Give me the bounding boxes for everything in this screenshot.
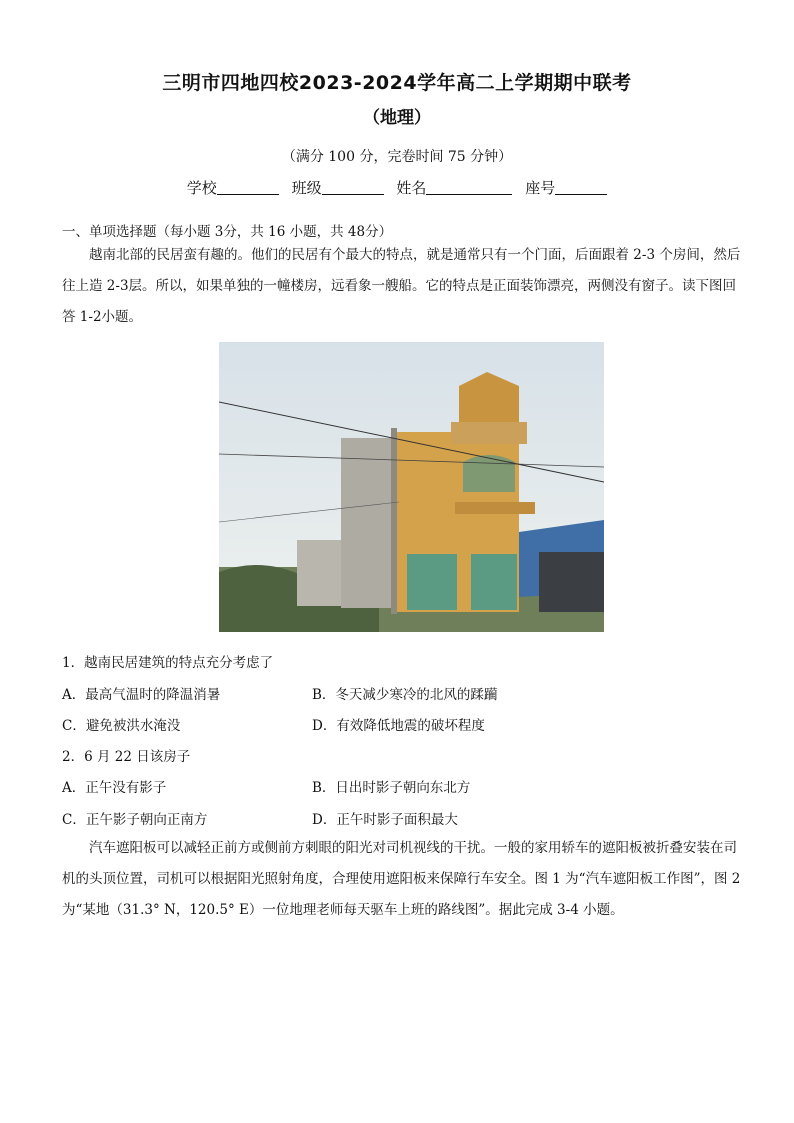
field-seat-label: 座号 [525, 179, 556, 197]
passage-2: 汽车遮阳板可以减轻正前方或侧前方刺眼的阳光对司机视线的干扰。一般的家用轿车的遮阳板被折叠安装在司机的头顶位置，司机可以根据阳光照射角度，合理使用遮阳板来保障行车安全。图 1 为“汽车遮阳板工作图”，图 2 为“某地（31.3° N，120.5° E）一位地理老师每天驱车上班的路线图”。据此完成 3-4 小题。 [62, 840, 741, 918]
middle-balcony [455, 502, 535, 514]
q1-option-a[interactable]: A．最高气温时的降温消暑 [62, 687, 221, 703]
shop-door-left [407, 554, 457, 610]
field-school-label: 学校 [186, 179, 217, 197]
field-school [187, 177, 279, 198]
field-class-blank[interactable] [322, 180, 384, 195]
field-name-label: 姓名 [396, 179, 427, 197]
exam-title: 三明市四地四校2023-2024学年高二上学期期中联考 [162, 72, 632, 94]
vietnam-house-photo [219, 342, 604, 632]
q2-option-b[interactable]: B．日出时影子朝向东北方 [312, 780, 471, 796]
field-seat [525, 177, 607, 198]
q2-stem: 2．6 月 22 日该房子 [62, 749, 191, 765]
field-seat-blank[interactable] [555, 180, 607, 195]
field-class-label: 班级 [291, 179, 322, 197]
field-name-blank[interactable] [426, 180, 512, 195]
dark-building-right [539, 552, 604, 612]
arched-window [463, 455, 515, 492]
q2-option-d[interactable]: D．正午时影子面积最大 [312, 812, 458, 828]
passage-1: 越南北部的民居蛮有趣的。他们的民居有个最大的特点，就是通常只有一个门面，后面跟着 2-3 个房间，然后往上造 2-3层。所以，如果单独的一幢楼房，远看象一艘船。它的特点是正面装饰漂亮，两侧没有窗子。读下图回答 1-2小题。 [62, 247, 741, 325]
q1-option-c[interactable]: C．避免被洪水淹没 [62, 718, 181, 734]
q2-option-a[interactable]: A．正午没有影子 [62, 780, 167, 796]
score-info: （满分 100 分，完卷时间 75 分钟） [281, 149, 513, 165]
shop-door-right [471, 554, 517, 610]
field-school-blank[interactable] [217, 180, 279, 195]
student-info-fields [0, 177, 794, 198]
exam-subject: （地理） [363, 108, 431, 128]
field-name [396, 177, 512, 198]
top-balcony [451, 422, 527, 444]
q1-option-b[interactable]: B．冬天减少寒冷的北风的蹂躏 [312, 687, 498, 703]
q1-option-d[interactable]: D．有效降低地震的破坏程度 [312, 718, 485, 734]
field-class [292, 177, 384, 198]
section-heading: 一、单项选择题（每小题 3分，共 16 小题，共 48分） [62, 224, 393, 240]
q2-option-c[interactable]: C．正午影子朝向正南方 [62, 812, 208, 828]
q1-stem: 1．越南民居建筑的特点充分考虑了 [62, 655, 274, 671]
utility-pole [391, 428, 397, 614]
